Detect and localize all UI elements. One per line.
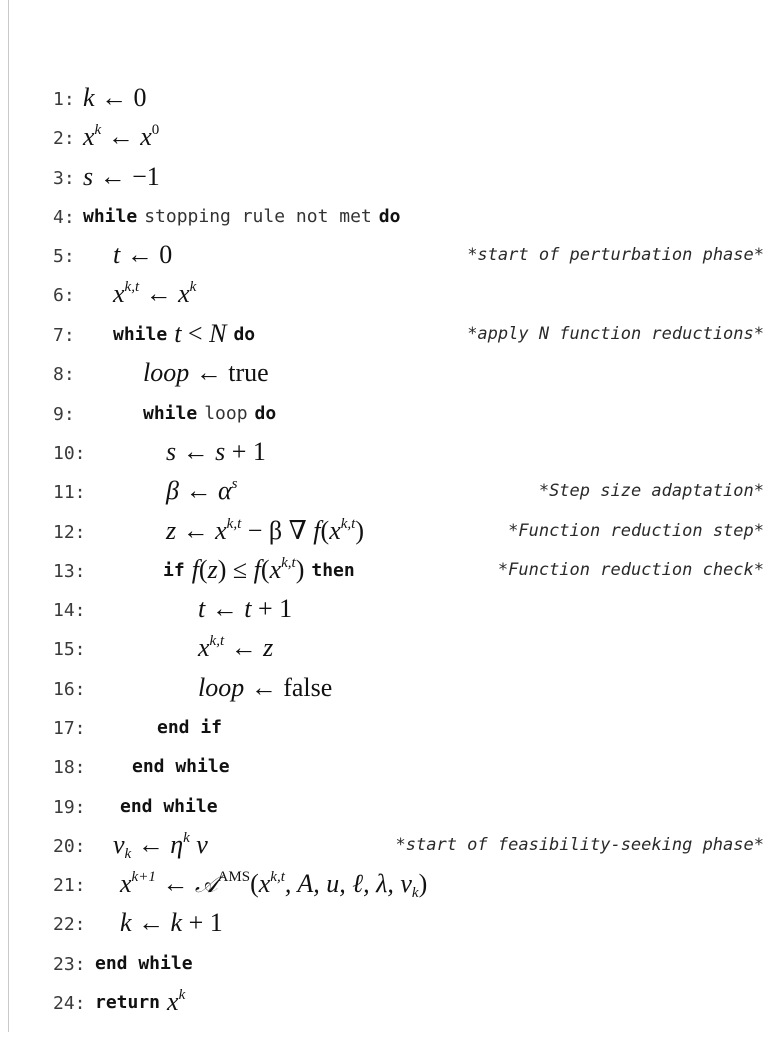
line-comment: *start of perturbation phase* bbox=[467, 245, 764, 265]
algorithm-line-12 bbox=[0, 513, 772, 549]
line-comment: *Function reduction check* bbox=[497, 560, 764, 580]
keyword-while: while bbox=[143, 402, 198, 424]
algorithm-line-22 bbox=[0, 905, 772, 941]
keyword-end-while: end while bbox=[132, 755, 230, 777]
keyword-do: do bbox=[254, 402, 277, 424]
algorithm-line-15 bbox=[0, 630, 772, 666]
line-number: 15: bbox=[53, 639, 86, 660]
algorithm-line-13 bbox=[0, 552, 772, 588]
algorithm-line-7 bbox=[0, 316, 772, 352]
line-number: 19: bbox=[53, 797, 86, 818]
math-expression: t ← t + 1 bbox=[198, 594, 293, 623]
line-comment: *Step size adaptation* bbox=[538, 481, 764, 501]
line-number: 1: bbox=[53, 89, 75, 110]
algorithm-line-24 bbox=[0, 984, 772, 1020]
line-number: 16: bbox=[53, 679, 86, 700]
keyword-end-while: end while bbox=[95, 952, 193, 974]
math-expression: loop ← true bbox=[143, 358, 269, 387]
keyword-if: if bbox=[163, 559, 185, 581]
math-expression: $f(z) \le f(x^{k,t})$ bbox=[191, 555, 305, 584]
line-number: 12: bbox=[53, 522, 86, 543]
algorithm-line-20 bbox=[0, 827, 772, 863]
algorithm-line-8 bbox=[0, 355, 772, 391]
keyword-while: while bbox=[113, 323, 168, 345]
math-expression: loop ← false bbox=[198, 673, 333, 702]
algorithm-line-19 bbox=[0, 788, 772, 824]
algorithm-line-3 bbox=[0, 159, 772, 195]
math-expression: t < N bbox=[174, 319, 227, 348]
line-number: 10: bbox=[53, 443, 86, 464]
algorithm-line-5 bbox=[0, 237, 772, 273]
condition-text: loop bbox=[204, 402, 248, 424]
math-expression: s ← −1 bbox=[83, 162, 160, 191]
math-expression: k ← k + 1 bbox=[120, 908, 223, 937]
keyword-return: return bbox=[95, 991, 161, 1013]
line-number: 13: bbox=[53, 561, 86, 582]
math-expression: $x^{k,t}$ ← $x^k$ bbox=[113, 279, 197, 308]
math-expression: k ← 0 bbox=[83, 83, 147, 112]
math-expression: $x^{k,t}$ ← z bbox=[198, 633, 274, 662]
algorithm-line-1 bbox=[0, 80, 772, 116]
line-number: 6: bbox=[53, 285, 75, 306]
condition-text: stopping rule not met bbox=[144, 205, 372, 227]
line-number: 14: bbox=[53, 600, 86, 621]
line-number: 17: bbox=[53, 718, 86, 739]
math-expression: $x^{k+1}$ ← $𝒜^{AMS}(x^{k,t}$, A, u, ℓ, λ, $v_k$) bbox=[120, 869, 428, 901]
algorithm-line-23 bbox=[0, 945, 772, 981]
math-expression: $x^k$ bbox=[167, 987, 186, 1016]
algorithm-line-17 bbox=[0, 709, 772, 745]
line-number: 2: bbox=[53, 128, 75, 149]
keyword-end-while: end while bbox=[120, 795, 218, 817]
line-number: 8: bbox=[53, 364, 75, 385]
keyword-do: do bbox=[378, 205, 401, 227]
line-number: 7: bbox=[53, 325, 75, 346]
math-expression: $v_k$ ← $\eta^k$ v bbox=[113, 830, 208, 862]
math-expression: β ← $\alpha^s$ bbox=[166, 476, 238, 505]
line-number: 5: bbox=[53, 246, 75, 267]
algorithm-line-6 bbox=[0, 276, 772, 312]
algorithm-line-4 bbox=[0, 198, 772, 234]
math-expression: $x^k$ ← $x^0$ bbox=[83, 122, 160, 151]
math-expression: z ← $x^{k,t} - \beta$ ∇ $f(x^{k,t})$ bbox=[166, 516, 364, 545]
line-comment: *Function reduction step* bbox=[508, 521, 764, 541]
line-number: 23: bbox=[53, 954, 86, 975]
line-comment: *apply N function reductions* bbox=[467, 324, 764, 344]
keyword-end-if: end if bbox=[157, 716, 223, 738]
keyword-do: do bbox=[233, 323, 256, 345]
line-number: 24: bbox=[53, 993, 86, 1014]
math-expression: t ← 0 bbox=[113, 240, 173, 269]
algorithm-line-18 bbox=[0, 748, 772, 784]
line-comment: *start of feasibility-seeking phase* bbox=[395, 835, 764, 855]
algorithm-line-10 bbox=[0, 434, 772, 470]
algorithm-line-14 bbox=[0, 591, 772, 627]
line-number: 21: bbox=[53, 875, 86, 896]
line-number: 11: bbox=[53, 482, 86, 503]
algorithm-line-11 bbox=[0, 473, 772, 509]
line-number: 4: bbox=[53, 207, 75, 228]
line-number: 3: bbox=[53, 168, 75, 189]
keyword-then: then bbox=[311, 559, 355, 581]
math-expression: s ← s + 1 bbox=[166, 437, 266, 466]
line-number: 18: bbox=[53, 757, 86, 778]
algorithm-line-16 bbox=[0, 670, 772, 706]
line-number: 20: bbox=[53, 836, 86, 857]
line-number: 9: bbox=[53, 404, 75, 425]
line-number: 22: bbox=[53, 914, 86, 935]
algorithm-line-21 bbox=[0, 866, 772, 902]
algorithm-line-9 bbox=[0, 395, 772, 431]
keyword-while: while bbox=[83, 205, 138, 227]
algorithm-line-2 bbox=[0, 119, 772, 155]
